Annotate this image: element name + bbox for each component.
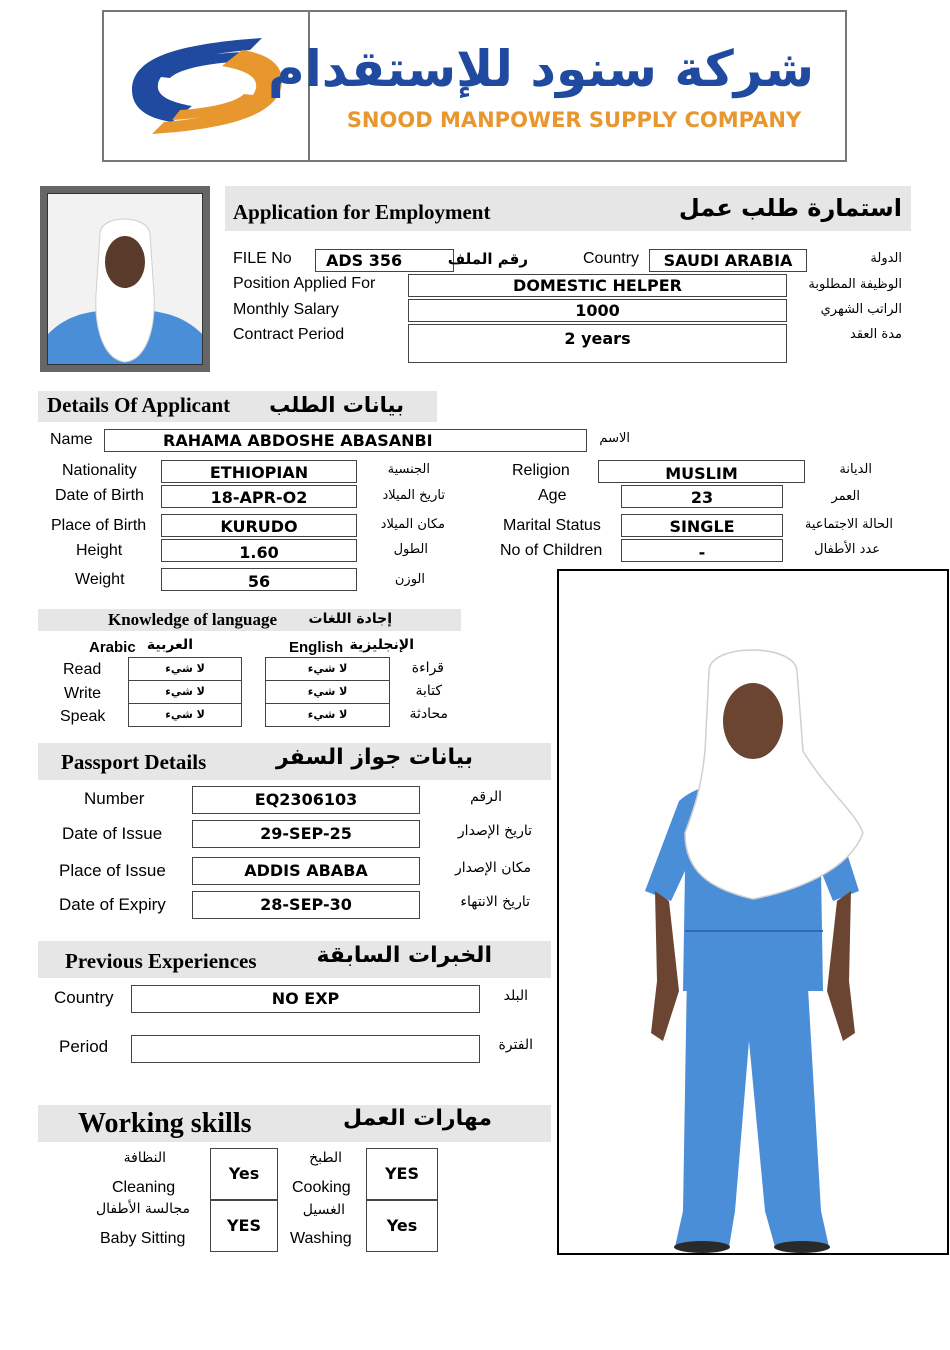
experience-title: Previous Experiences (65, 949, 257, 973)
contract-field: 2 years (408, 324, 787, 363)
arabic-read-field: لا شيء (128, 657, 242, 681)
arabic-write-field: لا شيء (128, 680, 242, 704)
babysitting-label-ar: مجالسة الأطفال (95, 1201, 190, 1217)
cleaning-label-ar: النظافة (123, 1150, 166, 1166)
issue-date-label-ar: تاريخ الإصدار (457, 823, 532, 839)
age-field: 23 (621, 485, 783, 508)
company-header (102, 10, 847, 162)
nationality-label-ar: الجنسية (387, 462, 430, 477)
file-no-field: ADS 356 (315, 249, 454, 272)
issue-place-label: Place of Issue (59, 861, 166, 880)
cooking-label: Cooking (292, 1179, 351, 1196)
nationality-label: Nationality (62, 462, 137, 479)
age-label: Age (538, 487, 567, 504)
arabic-speak-field: لا شيء (128, 703, 242, 727)
country-field: SAUDI ARABIA (649, 249, 807, 272)
position-field: DOMESTIC HELPER (408, 274, 787, 297)
nationality-field: ETHIOPIAN (161, 460, 357, 483)
weight-label: Weight (75, 571, 125, 588)
pob-label-ar: مكان الميلاد (380, 517, 445, 532)
country-label-ar: الدولة (870, 251, 902, 266)
dob-label: Date of Birth (55, 487, 144, 504)
language-title-ar: إجادة اللغات (308, 611, 392, 627)
washing-field: Yes (366, 1200, 438, 1252)
arabic-column-label: Arabic (89, 639, 136, 656)
position-label: Position Applied For (233, 275, 376, 292)
application-title: Application for Employment (233, 200, 491, 224)
full-body-figure-icon (559, 571, 947, 1253)
children-field: - (621, 539, 783, 562)
babysitting-field: YES (210, 1200, 278, 1252)
babysitting-label: Baby Sitting (100, 1230, 186, 1247)
name-label: Name (50, 431, 93, 448)
passport-number-field: EQ2306103 (192, 786, 420, 814)
issue-date-field: 29-SEP-25 (192, 820, 420, 848)
passport-number-label-ar: الرقم (470, 789, 502, 805)
position-label-ar: الوظيفة المطلوبة (808, 277, 902, 292)
exp-country-label-ar: البلد (503, 988, 528, 1004)
expiry-label: Date of Expiry (59, 895, 166, 914)
english-speak-field: لا شيء (265, 703, 390, 727)
height-label: Height (76, 542, 123, 559)
company-logo-icon (122, 26, 292, 146)
marital-field: SINGLE (621, 514, 783, 537)
weight-field: 56 (161, 568, 357, 591)
cleaning-label: Cleaning (112, 1179, 176, 1196)
expiry-label-ar: تاريخ الانتهاء (460, 894, 530, 910)
file-no-label-ar: رقم الملف (447, 250, 528, 268)
pob-field: KURUDO (161, 514, 357, 537)
dob-field: 18-APR-O2 (161, 485, 357, 508)
washing-label: Washing (290, 1230, 352, 1247)
english-read-field: لا شيء (265, 657, 390, 681)
file-no-label: FILE No (233, 250, 292, 267)
contract-label: Contract Period (233, 326, 345, 343)
applicant-title-ar: بيانات الطلب (269, 393, 404, 417)
english-column-label: English (289, 639, 344, 656)
salary-label: Monthly Salary (233, 301, 339, 318)
exp-country-label: Country (54, 988, 114, 1007)
issue-place-field: ADDIS ABABA (192, 857, 420, 885)
passport-title: Passport Details (61, 750, 207, 774)
age-label-ar: العمر (831, 489, 860, 504)
english-write-field: لا شيء (265, 680, 390, 704)
applicant-photo-small (40, 186, 210, 372)
children-label: No of Children (500, 542, 603, 559)
exp-country-field: NO EXP (131, 985, 480, 1013)
write-label-ar: كتابة (415, 683, 442, 699)
marital-label-ar: الحالة الاجتماعية (804, 517, 893, 532)
cooking-label-ar: الطبخ (309, 1150, 342, 1166)
religion-field: MUSLIM (598, 460, 805, 483)
read-label-ar: قراءة (411, 660, 444, 676)
portrait-figure-icon (48, 194, 202, 364)
speak-label-ar: محادثة (409, 706, 448, 722)
height-label-ar: الطول (393, 542, 428, 557)
exp-period-field (131, 1035, 480, 1063)
passport-title-ar: بيانات جواز السفر (275, 745, 473, 770)
issue-place-label-ar: مكان الإصدار (455, 860, 531, 876)
salary-label-ar: الراتب الشهري (820, 302, 902, 317)
dob-label-ar: تاريخ الميلاد (382, 488, 445, 503)
applicant-title: Details Of Applicant (47, 393, 231, 417)
salary-field: 1000 (408, 299, 787, 322)
read-label: Read (63, 661, 102, 678)
skills-title: Working skills (78, 1108, 252, 1139)
religion-label-ar: الديانة (839, 462, 872, 477)
english-column-label-ar: الإنجليزية (349, 637, 414, 653)
speak-label: Speak (60, 708, 106, 725)
exp-period-label-ar: الفترة (498, 1037, 533, 1053)
experience-title-ar: الخبرات السابقة (316, 943, 492, 968)
exp-period-label: Period (59, 1037, 109, 1056)
name-field: RAHAMA ABDOSHE ABASANBI (104, 429, 587, 452)
height-field: 1.60 (161, 539, 357, 562)
cooking-field: YES (366, 1148, 438, 1200)
passport-number-label: Number (84, 789, 145, 808)
country-label: Country (583, 250, 640, 267)
application-title-ar: استمارة طلب عمل (678, 194, 902, 222)
arabic-column-label-ar: العربية (146, 637, 193, 653)
issue-date-label: Date of Issue (62, 824, 163, 843)
pob-label: Place of Birth (51, 517, 147, 534)
children-label-ar: عدد الأطفال (814, 542, 880, 557)
company-name-ar: شركة سنود للإستقدام (267, 40, 814, 98)
write-label: Write (64, 685, 102, 702)
expiry-field: 28-SEP-30 (192, 891, 420, 919)
applicant-photo-full (557, 569, 949, 1255)
name-label-ar: الاسم (599, 431, 630, 446)
washing-label-ar: الغسيل (302, 1202, 345, 1218)
religion-label: Religion (512, 462, 570, 479)
marital-label: Marital Status (503, 517, 601, 534)
language-title: Knowledge of language (108, 610, 278, 629)
contract-label-ar: مدة العقد (850, 327, 902, 342)
skills-title-ar: مهارات العمل (343, 1106, 492, 1131)
cleaning-field: Yes (210, 1148, 278, 1200)
company-name-en: SNOOD MANPOWER SUPPLY COMPANY (346, 108, 802, 132)
weight-label-ar: الوزن (394, 572, 425, 587)
